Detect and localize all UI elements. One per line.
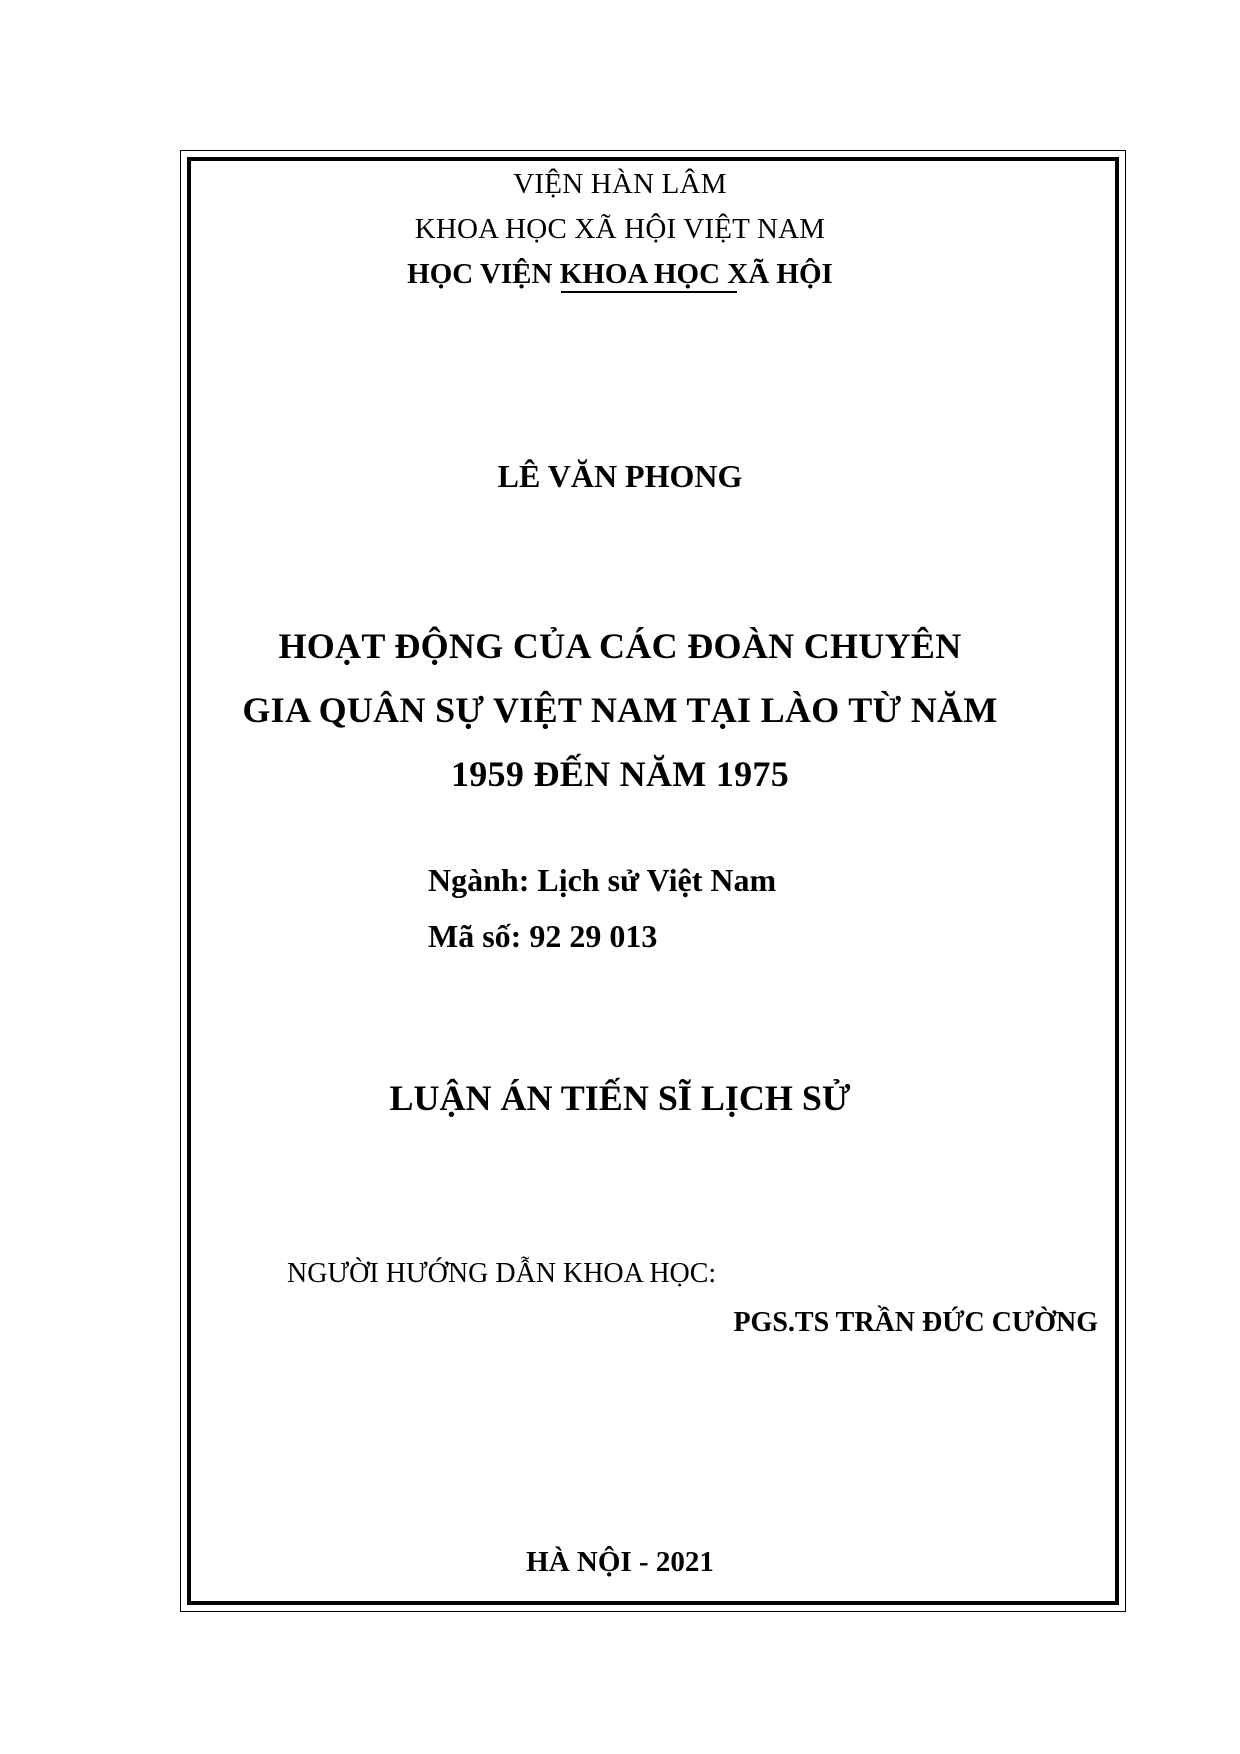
place-year: HÀ NỘI - 2021 (526, 1546, 714, 1578)
degree-title: LUẬN ÁN TIẾN SĨ LỊCH SỬ (389, 1078, 851, 1118)
institution-line-2: KHOA HỌC XÃ HỘI VIỆT NAM (414, 213, 826, 245)
thesis-title-line-1: HOẠT ĐỘNG CỦA CÁC ĐOÀN CHUYÊN (278, 626, 962, 666)
advisor-label: NGƯỜI HƯỚNG DẪN KHOA HỌC: (287, 1258, 717, 1289)
institution-line-1: VIỆN HÀN LÂM (513, 168, 727, 200)
major-code: Mã số: 92 29 013 (428, 918, 658, 954)
thesis-title-line-2: GIA QUÂN SỰ VIỆT NAM TẠI LÀO TỪ NĂM (242, 690, 998, 730)
author-name: LÊ VĂN PHONG (497, 458, 743, 494)
major-field: Ngành: Lịch sử Việt Nam (428, 862, 777, 898)
advisor-name: PGS.TS TRẦN ĐỨC CƯỜNG (733, 1307, 1098, 1338)
thesis-title-line-3: 1959 ĐẾN NĂM 1975 (450, 754, 790, 794)
institution-line-3: HỌC VIỆN KHOA HỌC XÃ HỘI (407, 258, 833, 290)
institution-underline (561, 291, 737, 293)
